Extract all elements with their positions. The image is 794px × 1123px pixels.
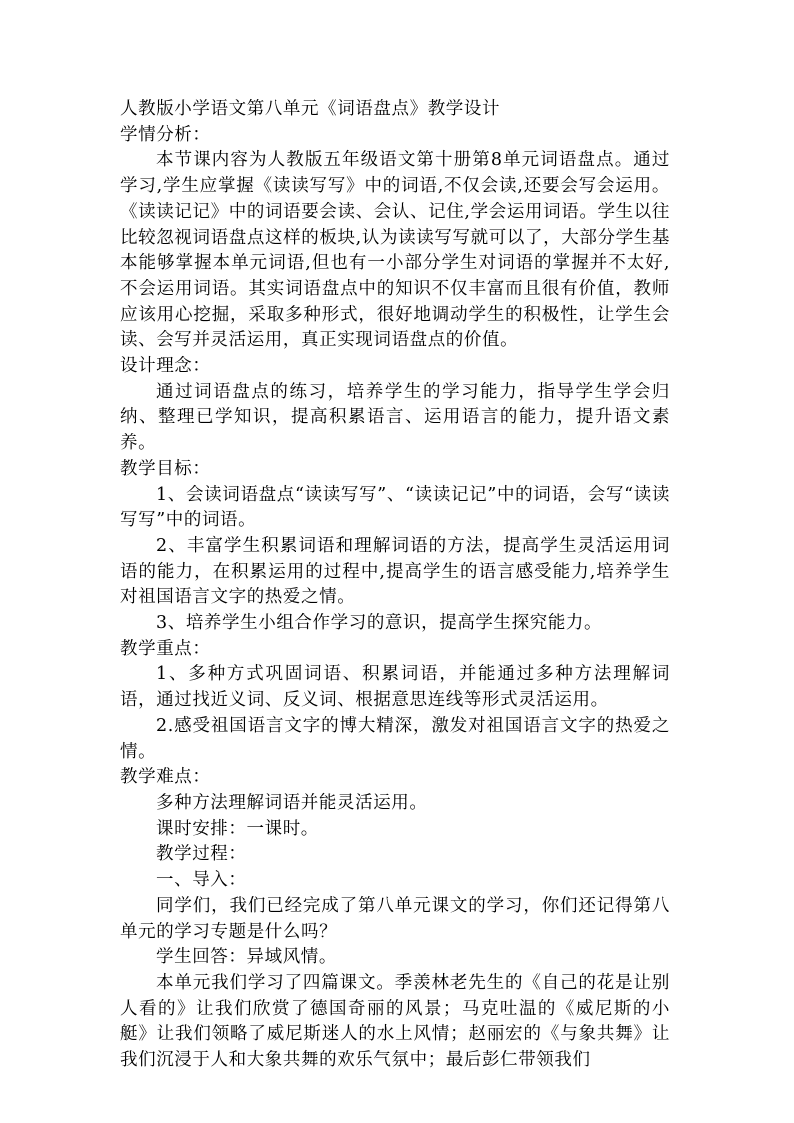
section-heading-concept: 设计理念： [120,356,211,377]
goal-item-1: 1、会读词语盘点“读读写写”、“读读记记”中的词语，会写“读读写写”中的词语。 [120,484,670,531]
focus-item-1: 1、多种方式巩固词语、积累词语，并能通过多种方法理解词语，通过找近义词、反义词、根据意思连线等形式灵活运用。 [120,664,670,711]
document-content [120,97,670,1074]
section-heading-focus: 教学重点： [120,638,211,659]
section-heading-difficulty: 教学难点： [120,767,211,788]
goal-item-2: 2、丰富学生积累词语和理解词语的方法，提高学生灵活运用词语的能力，在积累运用的过程中,提高学生的语言感受能力,培养学生对祖国语言文字的热爱之情。 [120,535,670,608]
section-heading-analysis: 学情分析： [120,124,211,145]
paragraph-concept: 通过词语盘点的练习，培养学生的学习能力，指导学生学会归纳、整理已学知识，提高积累语言、运用语言的能力，提升语文素养。 [120,381,670,454]
paragraph-unit-review: 本单元我们学习了四篇课文。季羡林老先生的《自己的花是让别人看的》让我们欣赏了德国奇丽的风景；马克吐温的《威尼斯的小艇》让我们领略了威尼斯迷人的水上风情；赵丽宏的《与象共舞》让我们沉浸于人和大象共舞的欢乐气氛中；最后彭仁带领我们 [120,972,670,1071]
paragraph-analysis: 本节课内容为人教版五年级语文第十册第8单元词语盘点。通过学习,学生应掌握《读读写写》中的词语,不仅会读,还要会写会运用。《读读记记》中的词语要会读、会认、记住,学会运用词语。学生以往比较忽视词语盘点这样的板块,认为读读写写就可以了，大部分学生基本能够掌握本单元词语,但也有一小部分学生对词语的掌握并不太好,不会运用词语。其实词语盘点中的知识不仅丰富而且很有价值，教师应该用心挖掘，采取多种形式，很好地调动学生的积极性，让学生会读、会写并灵活运用，真正实现词语盘点的价值。 [120,150,670,351]
focus-item-2: 2.感受祖国语言文字的博大精深，激发对祖国语言文字的热爱之情。 [120,715,670,762]
document-title: 人教版小学语文第八单元《词语盘点》教学设计 [120,99,501,119]
paragraph-schedule: 课时安排：一课时。 [156,818,319,839]
process-step-intro: 一、导入： [156,870,247,891]
paragraph-student-answer: 学生回答：异域风情。 [156,947,337,968]
section-heading-goals: 教学目标： [120,458,211,479]
paragraph-difficulty: 多种方法理解词语并能灵活运用。 [156,792,428,813]
goal-item-3: 3、培养学生小组合作学习的意识，提高学生探究能力。 [156,613,603,634]
paragraph-intro-question: 同学们，我们已经完成了第八单元课文的学习，你们还记得第八单元的学习专题是什么吗？ [120,895,670,942]
section-heading-process: 教学过程： [156,844,247,865]
